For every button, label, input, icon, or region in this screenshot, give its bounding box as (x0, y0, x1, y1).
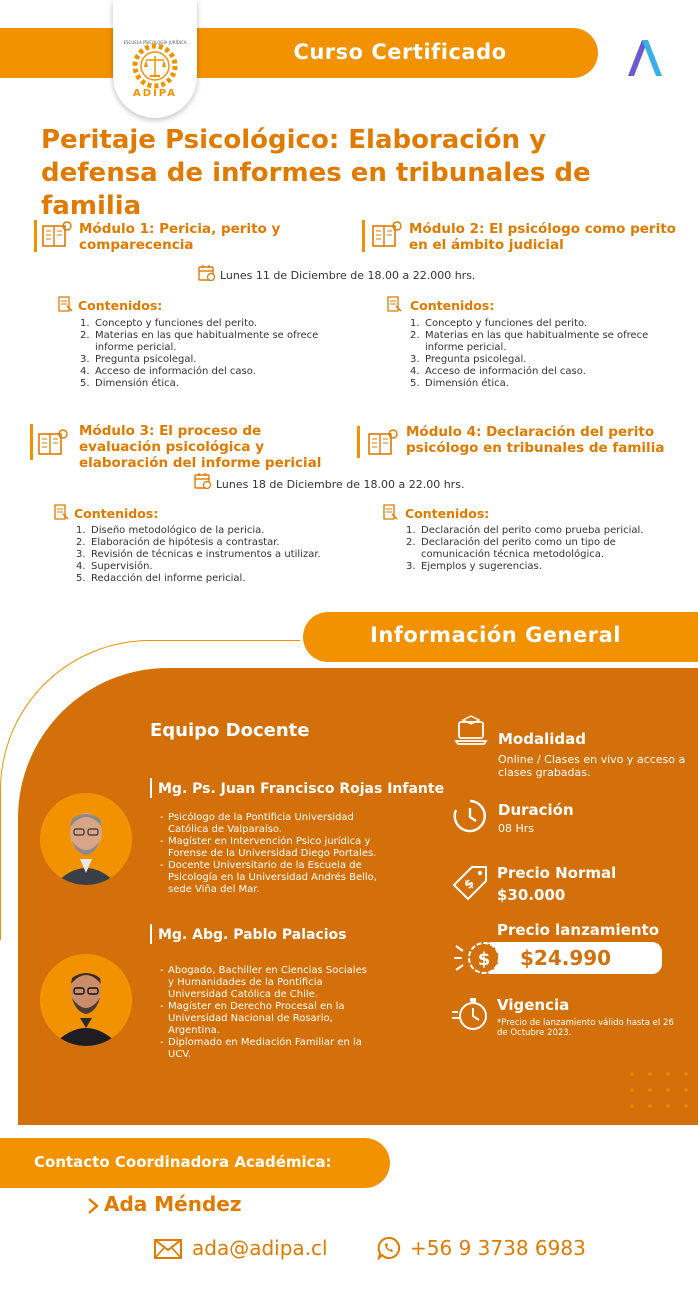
banner-title: Curso Certificado (293, 40, 507, 64)
list-item: 3. Pregunta psicolegal. (410, 354, 527, 365)
course-title: Peritaje Psicológico: Elaboración y defensa de informes en tribunales de familia (41, 125, 591, 221)
decorative-dots (628, 1070, 698, 1120)
teacher-accent-bar (150, 778, 152, 798)
info-section-title: Información General (370, 623, 621, 647)
list-item: 4. Supervisión. (76, 561, 153, 572)
module-title: Módulo 1: Pericia, perito y comparecencia (79, 221, 281, 253)
modalidad-label: Modalidad (498, 730, 586, 748)
vigencia-value: *Precio de lanzamiento válido hasta el 26 de Octubre 2023. (497, 1018, 674, 1038)
contents-icon (386, 296, 403, 313)
list-item: 3. Pregunta psicolegal. (80, 354, 197, 365)
module-title: Módulo 3: El proceso de evaluación psicológica y elaboración del informe pericial (79, 423, 322, 471)
module-accent-bar (362, 220, 365, 252)
precio-normal-value: $30.000 (497, 886, 566, 904)
contents-label: Contenidos: (405, 506, 490, 521)
stopwatch-icon (450, 994, 490, 1034)
module-book-icon (372, 220, 402, 248)
svg-text:$: $ (461, 876, 477, 892)
contents-label: Contenidos: (78, 298, 163, 313)
precio-lanzamiento-label: Precio lanzamiento (497, 921, 660, 939)
list-item: - Psicólogo de la Pontificia Universidad Católica de Valparaíso. (160, 812, 354, 835)
list-item: 1. Declaración del perito como prueba pericial. (406, 525, 644, 536)
contents-list (80, 318, 340, 390)
logo-wordmark: ADIPA (133, 88, 177, 99)
clock-icon (452, 798, 488, 834)
calendar-icon (198, 264, 216, 282)
list-item: 5. Dimensión ética. (410, 378, 509, 389)
contents-list (406, 525, 656, 573)
list-item: - Docente Universitario de la Escuela de Psicología en la Universidad Andrés Bello, sede Viña del Mar. (160, 860, 377, 895)
teacher-bio (160, 812, 390, 896)
contents-icon (57, 296, 74, 313)
chevron-right-icon (86, 1197, 100, 1215)
list-item: - Abogado, Bachiller en Ciencias Sociales y Humanidades de la Pontificia Universidad Católica de Chile. (160, 965, 367, 1000)
contact-email-link[interactable]: ada@adipa.cl (192, 1236, 328, 1260)
module-accent-bar (30, 424, 33, 460)
list-item: 2. Materias en las que habitualmente se ofrece informe pericial. (80, 330, 319, 353)
price-tag-icon (450, 863, 490, 903)
list-item: - Magíster en Derecho Procesal en la Universidad Nacional de Rosario, Argentina. (160, 1001, 345, 1036)
list-item: 2. Materias en las que habitualmente se ofrece informe pericial. (410, 330, 649, 353)
module-accent-bar (357, 426, 360, 458)
duracion-label: Duración (498, 801, 574, 819)
list-item: 3. Ejemplos y sugerencias. (406, 561, 542, 572)
brand-icon (626, 36, 666, 78)
list-item: 2. Elaboración de hipótesis a contrastar. (76, 537, 280, 548)
school-logo (113, 0, 197, 118)
contents-label: Contenidos: (74, 506, 159, 521)
vigencia-label: Vigencia (497, 996, 570, 1014)
precio-lanzamiento-value: $24.990 (520, 946, 612, 970)
module-title: Módulo 2: El psicólogo como perito en el ámbito judicial (409, 221, 676, 253)
contents-label: Contenidos: (410, 298, 495, 313)
team-title: Equipo Docente (150, 720, 310, 741)
teacher-accent-bar (150, 924, 152, 944)
list-item: 1. Diseño metodológico de la pericia. (76, 525, 265, 536)
list-item: 4. Acceso de información del caso. (80, 366, 256, 377)
dollar-badge-icon (452, 936, 502, 980)
session-date: Lunes 11 de Diciembre de 18.00 a 22.000 hrs. (220, 269, 476, 282)
teacher-bio (160, 965, 372, 1061)
list-item: - Magíster en Intervención Psico jurídica y Forense de la Universidad Diego Portales. (160, 836, 377, 859)
contact-phone-link[interactable]: +56 9 3738 6983 (410, 1236, 586, 1260)
module-book-icon (368, 428, 398, 456)
contents-list (76, 525, 346, 585)
laptop-icon (454, 714, 488, 748)
mail-icon (154, 1239, 182, 1259)
session-date: Lunes 18 de Diciembre de 18.00 a 22.00 hrs. (216, 478, 465, 491)
module-title: Módulo 4: Declaración del perito psicólogo en tribunales de familia (406, 424, 665, 456)
whatsapp-icon (377, 1236, 401, 1260)
list-item: - Diplomado en Mediación Familiar en la UCV. (160, 1037, 362, 1060)
contact-name: Ada Méndez (104, 1192, 242, 1216)
modalidad-value: Online / Clases en vivo y acceso a clases grabadas. (498, 753, 686, 779)
module-book-icon (38, 428, 68, 456)
list-item: 5. Dimensión ética. (80, 378, 179, 389)
logo-caption: ESCUELA PSICOLOGÍA JURÍDICA (123, 40, 187, 45)
calendar-icon (194, 472, 212, 490)
list-item: 1. Concepto y funciones del perito. (80, 318, 258, 329)
contents-icon (53, 504, 70, 521)
precio-normal-label: Precio Normal (497, 864, 617, 882)
list-item: 4. Acceso de información del caso. (410, 366, 586, 377)
svg-text:$: $ (477, 949, 491, 970)
list-item: 5. Redacción del informe pericial. (76, 573, 246, 584)
list-item: 1. Concepto y funciones del perito. (410, 318, 588, 329)
list-item: 3. Revisión de técnicas e instrumentos a utilizar. (76, 549, 321, 560)
avatar (40, 954, 132, 1046)
contents-icon (382, 504, 399, 521)
duracion-value: 08 Hrs (498, 822, 535, 835)
contents-list (410, 318, 670, 390)
contact-title: Contacto Coordinadora Académica: (34, 1153, 332, 1171)
module-book-icon (42, 220, 72, 248)
list-item: 2. Declaración del perito como un tipo de comunicación técnica metodológica. (406, 537, 616, 560)
module-accent-bar (34, 220, 37, 252)
avatar (40, 793, 132, 885)
teacher-name: Mg. Abg. Pablo Palacios (158, 927, 347, 943)
teacher-name: Mg. Ps. Juan Francisco Rojas Infante (158, 781, 445, 797)
